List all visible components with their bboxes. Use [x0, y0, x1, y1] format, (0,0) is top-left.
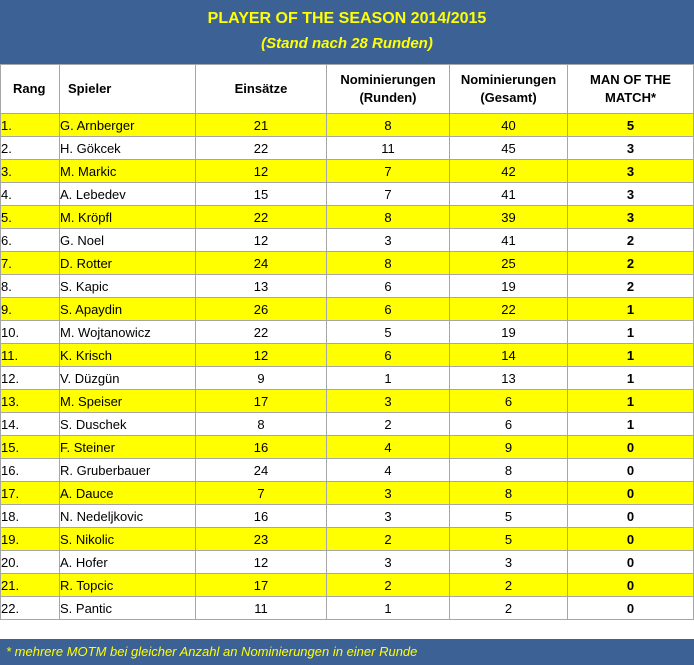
- col-header-nominierungen-gesamt-line2: (Gesamt): [480, 90, 537, 105]
- cell-einsaetze: 22: [196, 321, 327, 344]
- cell-nominierungen-runden: 11: [327, 137, 450, 160]
- table-row: [1, 344, 694, 367]
- table-row: [1, 574, 694, 597]
- cell-man-of-the-match: 0: [568, 505, 694, 528]
- cell-rang: 15.: [1, 436, 60, 459]
- cell-rang: 22.: [1, 597, 60, 620]
- cell-nominierungen-gesamt: 13: [450, 367, 568, 390]
- cell-rang: 16.: [1, 459, 60, 482]
- cell-spieler: M. Wojtanowicz: [60, 321, 196, 344]
- cell-rang: 12.: [1, 367, 60, 390]
- col-header-nominierungen-gesamt-line1: Nominierungen: [460, 72, 557, 87]
- table-row: [1, 482, 694, 505]
- cell-spieler: R. Topcic: [60, 574, 196, 597]
- cell-man-of-the-match: 3: [568, 137, 694, 160]
- cell-spieler: M. Markic: [60, 160, 196, 183]
- cell-einsaetze: 16: [196, 505, 327, 528]
- cell-nominierungen-runden: 1: [327, 597, 450, 620]
- cell-nominierungen-gesamt: 5: [450, 505, 568, 528]
- col-header-spieler: Spieler: [60, 65, 196, 114]
- table-row: [1, 114, 694, 137]
- cell-man-of-the-match: 5: [568, 114, 694, 137]
- cell-nominierungen-gesamt: 45: [450, 137, 568, 160]
- col-header-einsaetze: Einsätze: [196, 65, 327, 114]
- cell-nominierungen-gesamt: 3: [450, 551, 568, 574]
- table-row: [1, 597, 694, 620]
- cell-nominierungen-runden: 3: [327, 551, 450, 574]
- table-row: [1, 367, 694, 390]
- col-header-nominierungen-runden: [327, 65, 450, 114]
- cell-nominierungen-runden: 6: [327, 298, 450, 321]
- cell-spieler: S. Nikolic: [60, 528, 196, 551]
- table-row: [1, 436, 694, 459]
- cell-rang: 5.: [1, 206, 60, 229]
- cell-nominierungen-gesamt: 14: [450, 344, 568, 367]
- cell-einsaetze: 26: [196, 298, 327, 321]
- cell-nominierungen-gesamt: 2: [450, 597, 568, 620]
- cell-einsaetze: 17: [196, 390, 327, 413]
- cell-spieler: V. Düzgün: [60, 367, 196, 390]
- cell-nominierungen-runden: 7: [327, 183, 450, 206]
- cell-man-of-the-match: 0: [568, 551, 694, 574]
- cell-nominierungen-gesamt: 8: [450, 459, 568, 482]
- cell-spieler: G. Noel: [60, 229, 196, 252]
- cell-nominierungen-gesamt: 41: [450, 183, 568, 206]
- cell-einsaetze: 12: [196, 344, 327, 367]
- cell-einsaetze: 11: [196, 597, 327, 620]
- cell-man-of-the-match: 0: [568, 459, 694, 482]
- col-header-motm-line2: MATCH*: [604, 90, 657, 105]
- cell-spieler: A. Lebedev: [60, 183, 196, 206]
- cell-spieler: G. Arnberger: [60, 114, 196, 137]
- cell-einsaetze: 9: [196, 367, 327, 390]
- cell-nominierungen-gesamt: 19: [450, 321, 568, 344]
- cell-nominierungen-runden: 2: [327, 413, 450, 436]
- cell-man-of-the-match: 1: [568, 413, 694, 436]
- cell-nominierungen-gesamt: 39: [450, 206, 568, 229]
- table-row: [1, 229, 694, 252]
- cell-nominierungen-gesamt: 40: [450, 114, 568, 137]
- cell-man-of-the-match: 3: [568, 160, 694, 183]
- cell-man-of-the-match: 2: [568, 275, 694, 298]
- cell-spieler: M. Speiser: [60, 390, 196, 413]
- cell-nominierungen-gesamt: 6: [450, 413, 568, 436]
- table-row: [1, 206, 694, 229]
- cell-nominierungen-gesamt: 19: [450, 275, 568, 298]
- cell-rang: 10.: [1, 321, 60, 344]
- col-header-motm-line1: MAN OF THE: [590, 72, 671, 87]
- cell-spieler: A. Dauce: [60, 482, 196, 505]
- cell-nominierungen-runden: 6: [327, 275, 450, 298]
- cell-einsaetze: 16: [196, 436, 327, 459]
- table-row: [1, 137, 694, 160]
- cell-man-of-the-match: 1: [568, 344, 694, 367]
- table-row: [1, 459, 694, 482]
- cell-man-of-the-match: 3: [568, 206, 694, 229]
- footnote: * mehrere MOTM bei gleicher Anzahl an Nominierungen in einer Runde: [0, 639, 694, 665]
- cell-nominierungen-gesamt: 41: [450, 229, 568, 252]
- col-header-rang: Rang: [1, 65, 60, 114]
- cell-spieler: S. Apaydin: [60, 298, 196, 321]
- cell-nominierungen-runden: 3: [327, 390, 450, 413]
- table-row: [1, 528, 694, 551]
- cell-spieler: R. Gruberbauer: [60, 459, 196, 482]
- table-row: [1, 505, 694, 528]
- cell-einsaetze: 22: [196, 137, 327, 160]
- cell-nominierungen-runden: 7: [327, 160, 450, 183]
- cell-spieler: H. Gökcek: [60, 137, 196, 160]
- cell-spieler: A. Hofer: [60, 551, 196, 574]
- cell-einsaetze: 13: [196, 275, 327, 298]
- cell-einsaetze: 23: [196, 528, 327, 551]
- cell-man-of-the-match: 3: [568, 183, 694, 206]
- page-subtitle: (Stand nach 28 Runden): [261, 35, 433, 52]
- cell-nominierungen-gesamt: 9: [450, 436, 568, 459]
- cell-nominierungen-runden: 1: [327, 367, 450, 390]
- table-row: [1, 413, 694, 436]
- cell-man-of-the-match: 0: [568, 574, 694, 597]
- cell-spieler: S. Kapic: [60, 275, 196, 298]
- cell-rang: 14.: [1, 413, 60, 436]
- cell-nominierungen-gesamt: 6: [450, 390, 568, 413]
- cell-rang: 3.: [1, 160, 60, 183]
- cell-nominierungen-gesamt: 8: [450, 482, 568, 505]
- cell-man-of-the-match: 1: [568, 367, 694, 390]
- table-row: [1, 160, 694, 183]
- cell-nominierungen-gesamt: 25: [450, 252, 568, 275]
- cell-rang: 2.: [1, 137, 60, 160]
- cell-nominierungen-runden: 3: [327, 505, 450, 528]
- cell-einsaetze: 7: [196, 482, 327, 505]
- cell-rang: 11.: [1, 344, 60, 367]
- cell-einsaetze: 12: [196, 551, 327, 574]
- col-header-nominierungen-gesamt: [450, 65, 568, 114]
- col-header-man-of-the-match: [568, 65, 694, 114]
- cell-nominierungen-gesamt: 2: [450, 574, 568, 597]
- cell-nominierungen-runden: 8: [327, 114, 450, 137]
- cell-nominierungen-runden: 6: [327, 344, 450, 367]
- cell-rang: 1.: [1, 114, 60, 137]
- cell-nominierungen-runden: 8: [327, 206, 450, 229]
- cell-einsaetze: 21: [196, 114, 327, 137]
- cell-rang: 18.: [1, 505, 60, 528]
- cell-rang: 20.: [1, 551, 60, 574]
- cell-nominierungen-runden: 3: [327, 229, 450, 252]
- cell-einsaetze: 17: [196, 574, 327, 597]
- cell-spieler: D. Rotter: [60, 252, 196, 275]
- table-row: [1, 390, 694, 413]
- cell-nominierungen-gesamt: 42: [450, 160, 568, 183]
- col-header-nominierungen-runden-line1: Nominierungen: [340, 72, 436, 87]
- cell-nominierungen-runden: 2: [327, 574, 450, 597]
- page-title: PLAYER OF THE SEASON 2014/2015: [207, 10, 487, 27]
- cell-rang: 9.: [1, 298, 60, 321]
- cell-einsaetze: 12: [196, 229, 327, 252]
- standings-table: [0, 64, 694, 620]
- title-banner: [0, 0, 694, 64]
- cell-man-of-the-match: 2: [568, 229, 694, 252]
- cell-einsaetze: 22: [196, 206, 327, 229]
- cell-einsaetze: 24: [196, 252, 327, 275]
- cell-rang: 7.: [1, 252, 60, 275]
- table-row: [1, 321, 694, 344]
- cell-nominierungen-gesamt: 5: [450, 528, 568, 551]
- cell-spieler: S. Duschek: [60, 413, 196, 436]
- cell-einsaetze: 8: [196, 413, 327, 436]
- cell-spieler: F. Steiner: [60, 436, 196, 459]
- cell-man-of-the-match: 1: [568, 321, 694, 344]
- table-row: [1, 183, 694, 206]
- cell-einsaetze: 24: [196, 459, 327, 482]
- cell-rang: 19.: [1, 528, 60, 551]
- cell-man-of-the-match: 0: [568, 436, 694, 459]
- cell-nominierungen-gesamt: 22: [450, 298, 568, 321]
- header-row: [1, 65, 694, 114]
- cell-nominierungen-runden: 5: [327, 321, 450, 344]
- cell-nominierungen-runden: 4: [327, 436, 450, 459]
- cell-spieler: M. Kröpfl: [60, 206, 196, 229]
- cell-spieler: K. Krisch: [60, 344, 196, 367]
- table-row: [1, 551, 694, 574]
- table-body: [1, 114, 694, 620]
- col-header-nominierungen-runden-line2: (Runden): [359, 90, 417, 105]
- cell-man-of-the-match: 1: [568, 298, 694, 321]
- table-row: [1, 252, 694, 275]
- cell-nominierungen-runden: 2: [327, 528, 450, 551]
- cell-man-of-the-match: 0: [568, 528, 694, 551]
- cell-nominierungen-runden: 8: [327, 252, 450, 275]
- cell-rang: 21.: [1, 574, 60, 597]
- cell-nominierungen-runden: 4: [327, 459, 450, 482]
- cell-man-of-the-match: 2: [568, 252, 694, 275]
- cell-spieler: N. Nedeljkovic: [60, 505, 196, 528]
- cell-man-of-the-match: 0: [568, 482, 694, 505]
- cell-nominierungen-runden: 3: [327, 482, 450, 505]
- cell-einsaetze: 12: [196, 160, 327, 183]
- cell-rang: 13.: [1, 390, 60, 413]
- cell-man-of-the-match: 1: [568, 390, 694, 413]
- table-row: [1, 298, 694, 321]
- cell-einsaetze: 15: [196, 183, 327, 206]
- cell-spieler: S. Pantic: [60, 597, 196, 620]
- cell-rang: 6.: [1, 229, 60, 252]
- cell-rang: 17.: [1, 482, 60, 505]
- cell-rang: 4.: [1, 183, 60, 206]
- cell-rang: 8.: [1, 275, 60, 298]
- table-row: [1, 275, 694, 298]
- cell-man-of-the-match: 0: [568, 597, 694, 620]
